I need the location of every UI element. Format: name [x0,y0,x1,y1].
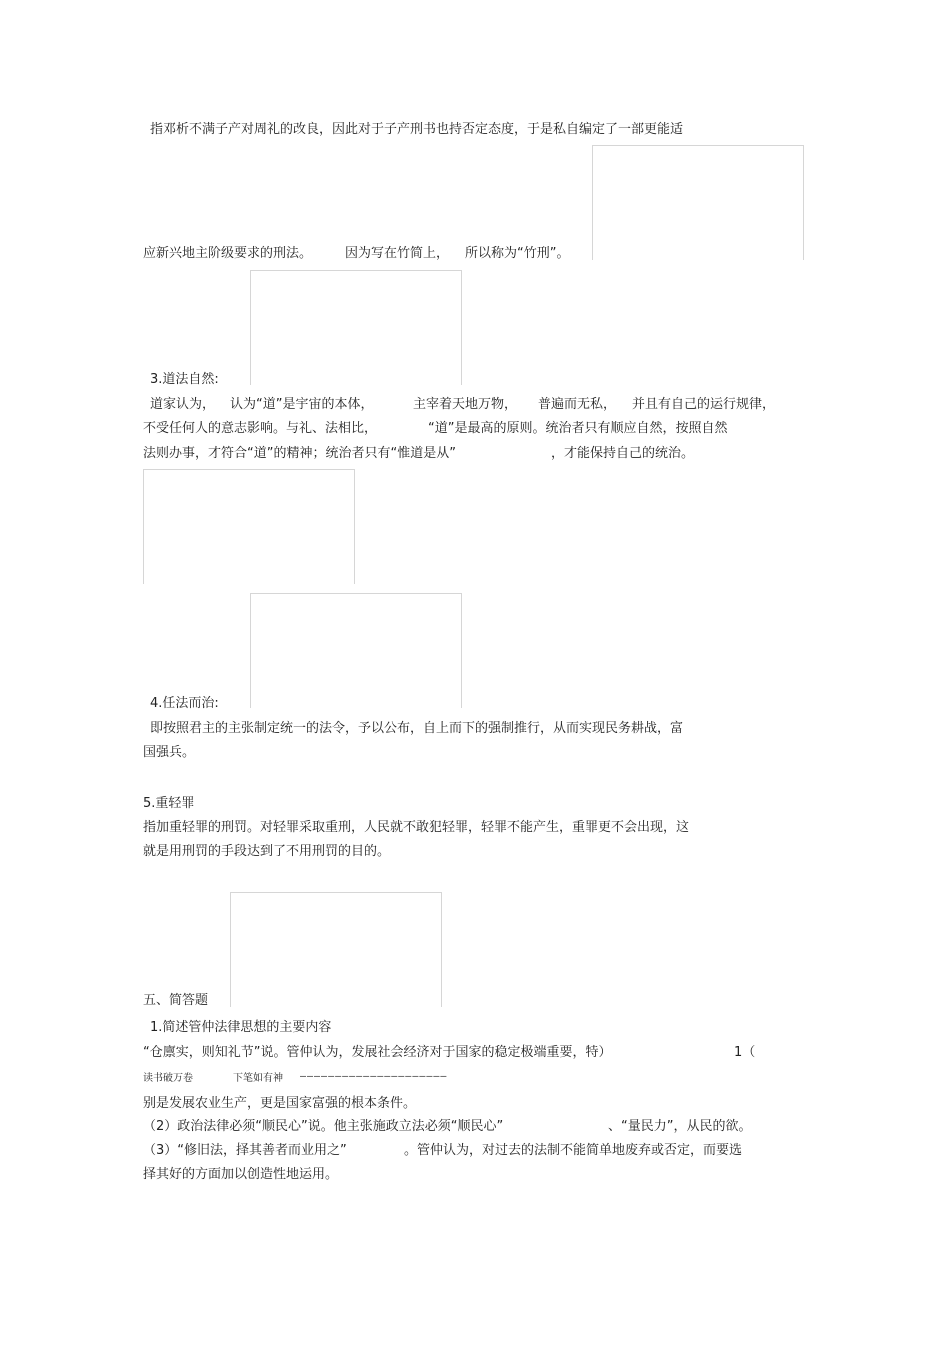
question-1: 1.简述管仲法律思想的主要内容 [150,1020,332,1035]
s3-l1b: 认为“道”是宇宙的本体， [230,397,374,412]
p1-line2c: 所以称为“竹刑”。 [465,246,570,261]
s3-l1c: 主宰着天地万物， [413,397,518,412]
image-placeholder-3 [143,469,355,584]
page-footer-dashes: ––––––––––––––––––––– [300,1071,448,1082]
s4-l1: 即按照君主的主张制定统一的法令，予以公布，自上而下的强制推行，从而实现民务耕战，富 [150,721,684,736]
s3-l1d: 普遍而无私， [538,397,617,412]
image-placeholder-4 [250,593,462,708]
section-5-short-answer-heading: 五、简答题 [143,993,209,1008]
s3-l2b: “道”是最高的原则。统治者只有顺应自然，按照自然 [428,421,728,436]
s3-l1e: 并且有自己的运行规律， [632,397,776,412]
s6-l4b: 。管仲认为，对过去的法制不能简单地废弃或否定，而要选 [404,1143,743,1158]
s6-l4a: （3）“修旧法，择其善者而业用之” [143,1143,347,1158]
s6-l1b: 1（ [734,1045,756,1060]
p1-line2b: 因为写在竹简上， [345,246,450,261]
s6-l5: 择其好的方面加以创造性地运用。 [143,1167,339,1182]
section-5-heading: 5.重轻罪 [143,796,195,811]
s6-l3b: 、“量民力”，从民的欲。 [608,1119,752,1134]
section-3-heading: 3.道法自然: [150,372,219,387]
page-footer-right: 下笔如有神 [233,1073,283,1084]
image-placeholder-5 [230,892,442,1007]
s3-l1a: 道家认为， [150,397,216,412]
image-placeholder-2 [250,270,462,385]
s3-l3b: ，才能保持自己的统治。 [551,446,695,461]
page-footer-left: 读书破万卷 [143,1073,193,1084]
s3-l3a: 法则办事，才符合“道”的精神；统治者只有“惟道是从” [143,446,456,461]
s5-l1: 指加重轻罪的刑罚。对轻罪采取重刑，人民就不敢犯轻罪，轻罪不能产生，重罪更不会出现，这 [143,820,690,835]
s6-l1: “仓廪实，则知礼节”说。管仲认为，发展社会经济对于国家的稳定极端重要，特） [143,1045,612,1060]
s4-l2: 国强兵。 [143,745,196,760]
s5-l2: 就是用刑罚的手段达到了不用刑罚的目的。 [143,844,391,859]
image-placeholder-1 [592,145,804,260]
s6-l3a: （2）政治法律必须“顺民心”说。他主张施政立法必须“顺民心” [143,1119,504,1134]
p1-line1: 指邓析不满子产对周礼的改良，因此对于子产刑书也持否定态度，于是私自编定了一部更能适 [150,122,684,137]
s3-l2a: 不受任何人的意志影响。与礼、法相比， [143,421,378,436]
section-4-heading: 4.任法而治: [150,696,219,711]
s6-l2: 别是发展农业生产，更是国家富强的根本条件。 [143,1096,417,1111]
p1-line2a: 应新兴地主阶级要求的刑法。 [143,246,313,261]
